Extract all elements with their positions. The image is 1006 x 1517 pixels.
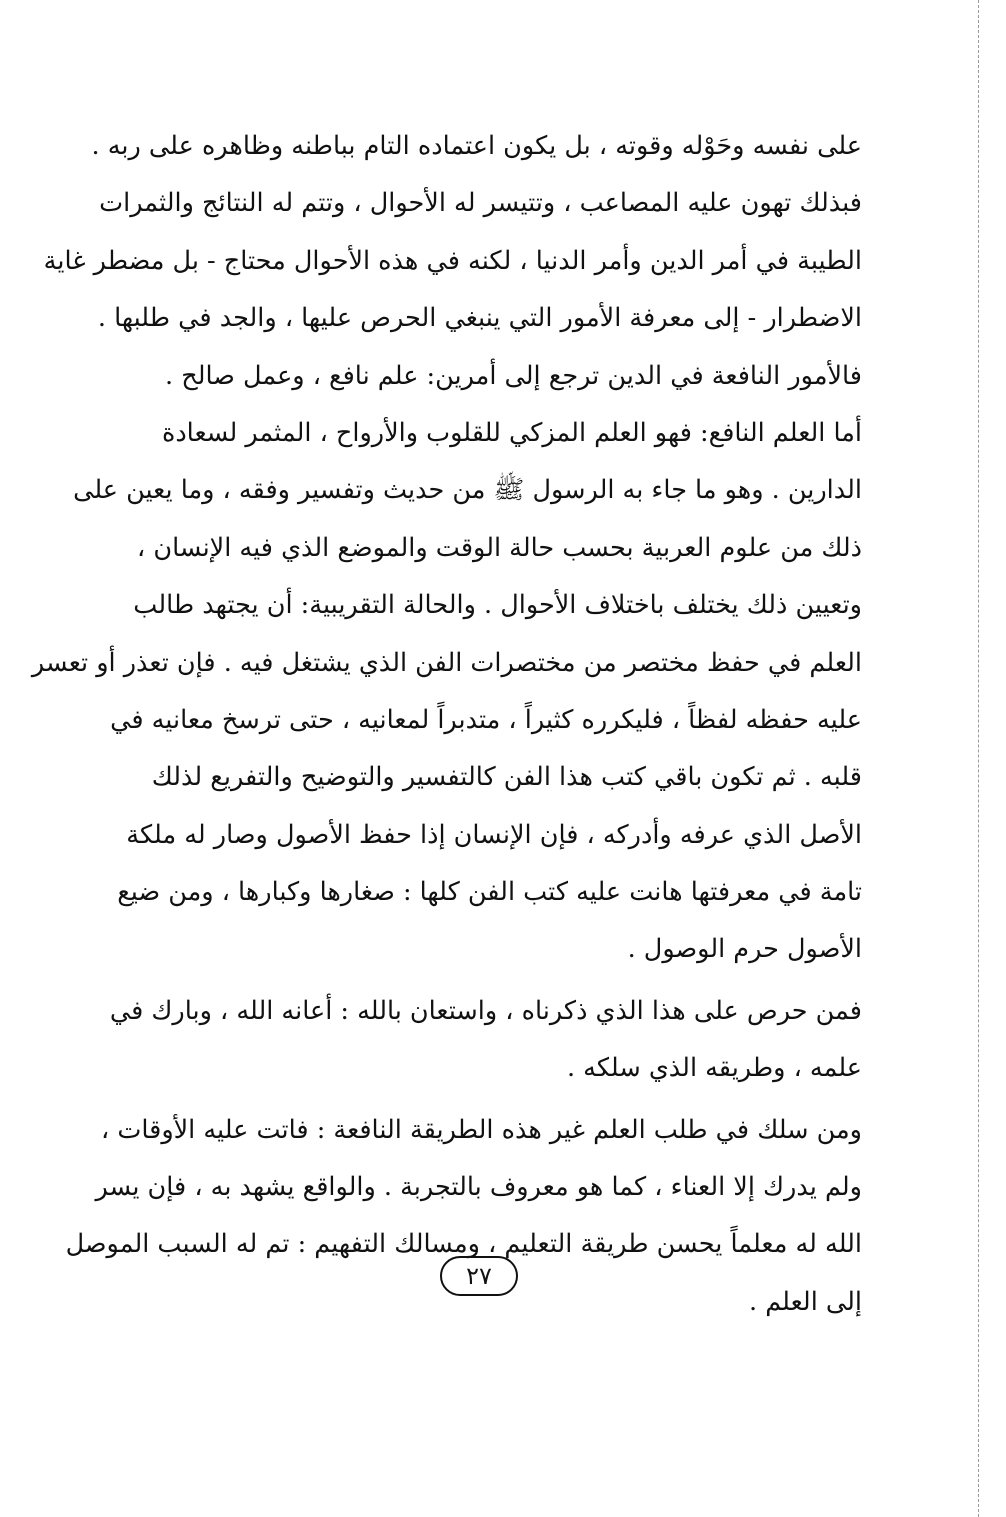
paragraph-start: فمن حرص على هذا الذي ذكرناه ، واستعان بالله : أعانه الله ، وبارك في: [109, 995, 862, 1026]
text-line: قلبه . ثم تكون باقي كتب هذا الفن كالتفسير والتوضيح والتفريع لذلك: [151, 762, 862, 793]
text-line: إلى العلم .: [749, 1286, 862, 1317]
text-line: علمه ، وطريقه الذي سلكه .: [566, 1053, 862, 1084]
page-edge-line: [978, 0, 979, 1517]
text-line: الاضطرار - إلى معرفة الأمور التي ينبغي الحرص عليها ، والجد في طلبها .: [97, 303, 862, 334]
text-line: العلم في حفظ مختصر من مختصرات الفن الذي يشتغل فيه . فإن تعذر أو تعسر: [31, 647, 862, 678]
paragraph-start: أما العلم النافع: فهو العلم المزكي للقلوب والأرواح ، المثمر لسعادة: [161, 417, 862, 448]
text-line: الأصول حرم الوصول .: [627, 934, 862, 965]
text-line: ولم يدرك إلا العناء ، كما هو معروف بالتجربة . والواقع يشهد به ، فإن يسر: [95, 1172, 862, 1203]
body-text: [31, 118, 862, 1331]
text-line: وتعيين ذلك يختلف باختلاف الأحوال . والحالة التقريبية: أن يجتهد طالب: [133, 590, 862, 621]
text-line: فبذلك تهون عليه المصاعب ، وتتيسر له الأحوال ، وتتم له النتائج والثمرات: [99, 188, 862, 219]
text-line: على نفسه وحَوْله وقوته ، بل يكون اعتماده التام بباطنه وظاهره على ربه .: [91, 131, 862, 161]
text-line: الله له معلماً يحسن طريقة التعليم ، ومسالك التفهيم : تم له السبب الموصل: [65, 1229, 862, 1260]
text-line: عليه حفظه لفظاً ، فليكرره كثيراً ، متدبراً لمعانيه ، حتى ترسخ معانيه في: [110, 704, 862, 735]
paragraph-start: ومن سلك في طلب العلم غير هذه الطريقة النافعة : فاتت عليه الأوقات ،: [101, 1114, 862, 1145]
text-line: الدارين . وهو ما جاء به الرسول ﷺ من حديث وتفسير وفقه ، وما يعين على: [73, 475, 862, 506]
text-line: تامة في معرفتها هانت عليه كتب الفن كلها : صغارها وكبارها ، ومن ضيع: [117, 877, 862, 908]
page-number: ٢٧: [440, 1256, 518, 1296]
paragraph-start: فالأمور النافعة في الدين ترجع إلى أمرين: علم نافع ، وعمل صالح .: [165, 360, 862, 391]
text-line: ذلك من علوم العربية بحسب حالة الوقت والموضع الذي فيه الإنسان ،: [137, 532, 862, 563]
text-line: الطيبة في أمر الدين وأمر الدنيا ، لكنه في هذه الأحوال محتاج - بل مضطر غاية: [43, 245, 862, 276]
text-line: الأصل الذي عرفه وأدركه ، فإن الإنسان إذا حفظ الأصول وصار له ملكة: [126, 819, 862, 850]
